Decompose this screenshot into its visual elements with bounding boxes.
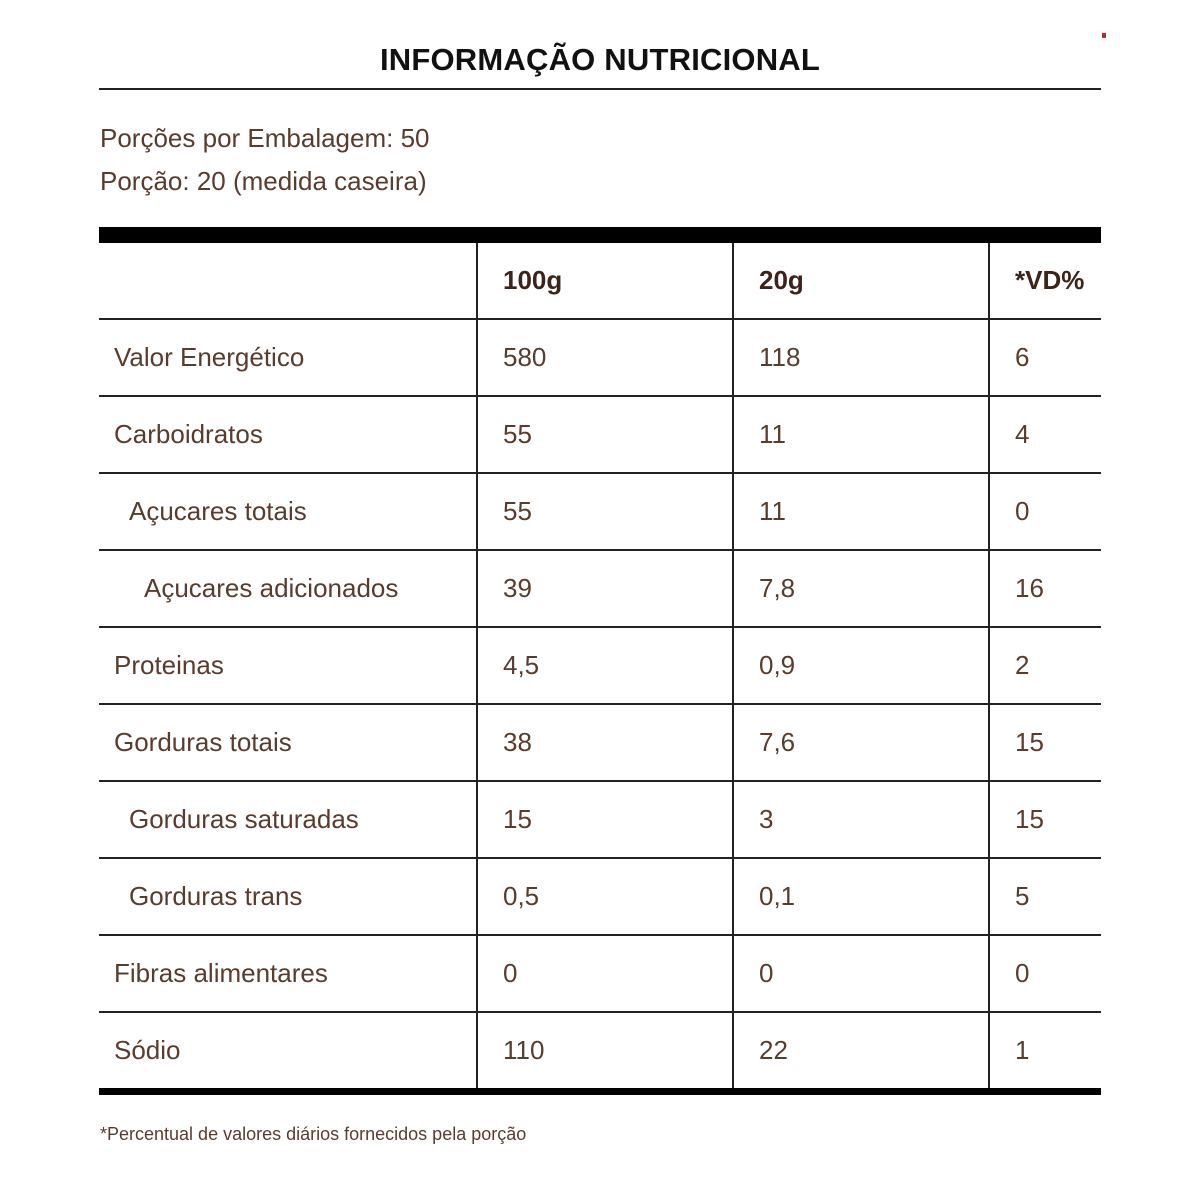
servings-per-package: Porções por Embalagem: 50 xyxy=(100,123,430,153)
nutrient-name: Sódio xyxy=(114,1035,181,1065)
table-row xyxy=(99,319,1101,396)
value-vd: 0 xyxy=(989,473,1101,550)
value-vd: 1 xyxy=(989,1012,1101,1092)
table-row xyxy=(99,396,1101,473)
value-20g: 0,1 xyxy=(733,858,989,935)
value-vd: 4 xyxy=(989,396,1101,473)
value-vd: 2 xyxy=(989,627,1101,704)
header-nutrient xyxy=(99,235,477,319)
page-title: INFORMAÇÃO NUTRICIONAL xyxy=(379,42,821,77)
value-100g: 0 xyxy=(477,935,733,1012)
value-20g: 11 xyxy=(733,473,989,550)
value-20g: 22 xyxy=(733,1012,989,1092)
nutrition-table-body xyxy=(99,319,1101,1092)
value-100g: 0,5 xyxy=(477,858,733,935)
footnote: *Percentual de valores diários fornecidos pela porção xyxy=(100,1124,527,1144)
value-100g: 55 xyxy=(477,396,733,473)
title-divider xyxy=(99,88,1101,90)
value-20g: 118 xyxy=(733,319,989,396)
table-row xyxy=(99,627,1101,704)
value-20g: 3 xyxy=(733,781,989,858)
table-header-row xyxy=(99,235,1101,319)
table-row xyxy=(99,550,1101,627)
value-100g: 55 xyxy=(477,473,733,550)
nutrient-name: Proteinas xyxy=(99,627,477,704)
nutrient-name: Valor Energético xyxy=(99,319,477,396)
value-vd: 5 xyxy=(989,858,1101,935)
value-100g: 38 xyxy=(477,704,733,781)
nutrient-name: Fibras alimentares xyxy=(99,935,477,1012)
nutrition-table xyxy=(99,227,1101,1095)
value-20g: 7,6 xyxy=(733,704,989,781)
header-vd: *VD% xyxy=(989,235,1101,319)
portion-size: Porção: 20 (medida caseira) xyxy=(100,166,427,196)
value-20g: 7,8 xyxy=(733,550,989,627)
value-20g: 0,9 xyxy=(733,627,989,704)
nutrient-name: Gorduras trans xyxy=(99,858,477,935)
table-row xyxy=(99,781,1101,858)
nutrient-name: Carboidratos xyxy=(99,396,477,473)
value-vd: 15 xyxy=(989,704,1101,781)
value-vd: 15 xyxy=(989,781,1101,858)
nutrient-name: Gorduras saturadas xyxy=(99,781,477,858)
table-row xyxy=(99,935,1101,1012)
value-100g: 39 xyxy=(477,550,733,627)
header-20g: 20g xyxy=(733,235,989,319)
value-100g: 110 xyxy=(477,1012,733,1092)
table-row xyxy=(99,1012,1101,1092)
value-vd: 6 xyxy=(989,319,1101,396)
table-row xyxy=(99,704,1101,781)
nutrient-name: Açucares adicionados xyxy=(99,550,477,627)
corner-mark xyxy=(1102,33,1106,38)
value-20g: 0 xyxy=(733,935,989,1012)
table-row xyxy=(99,473,1101,550)
value-100g: 4,5 xyxy=(477,627,733,704)
value-vd: 16 xyxy=(989,550,1101,627)
nutrient-name: Gorduras totais xyxy=(99,704,477,781)
value-100g: 15 xyxy=(477,781,733,858)
value-100g: 580 xyxy=(477,319,733,396)
header-100g: 100g xyxy=(477,235,733,319)
table-row xyxy=(99,858,1101,935)
value-vd: 0 xyxy=(989,935,1101,1012)
nutrient-name: Açucares totais xyxy=(99,473,477,550)
value-20g: 11 xyxy=(733,396,989,473)
